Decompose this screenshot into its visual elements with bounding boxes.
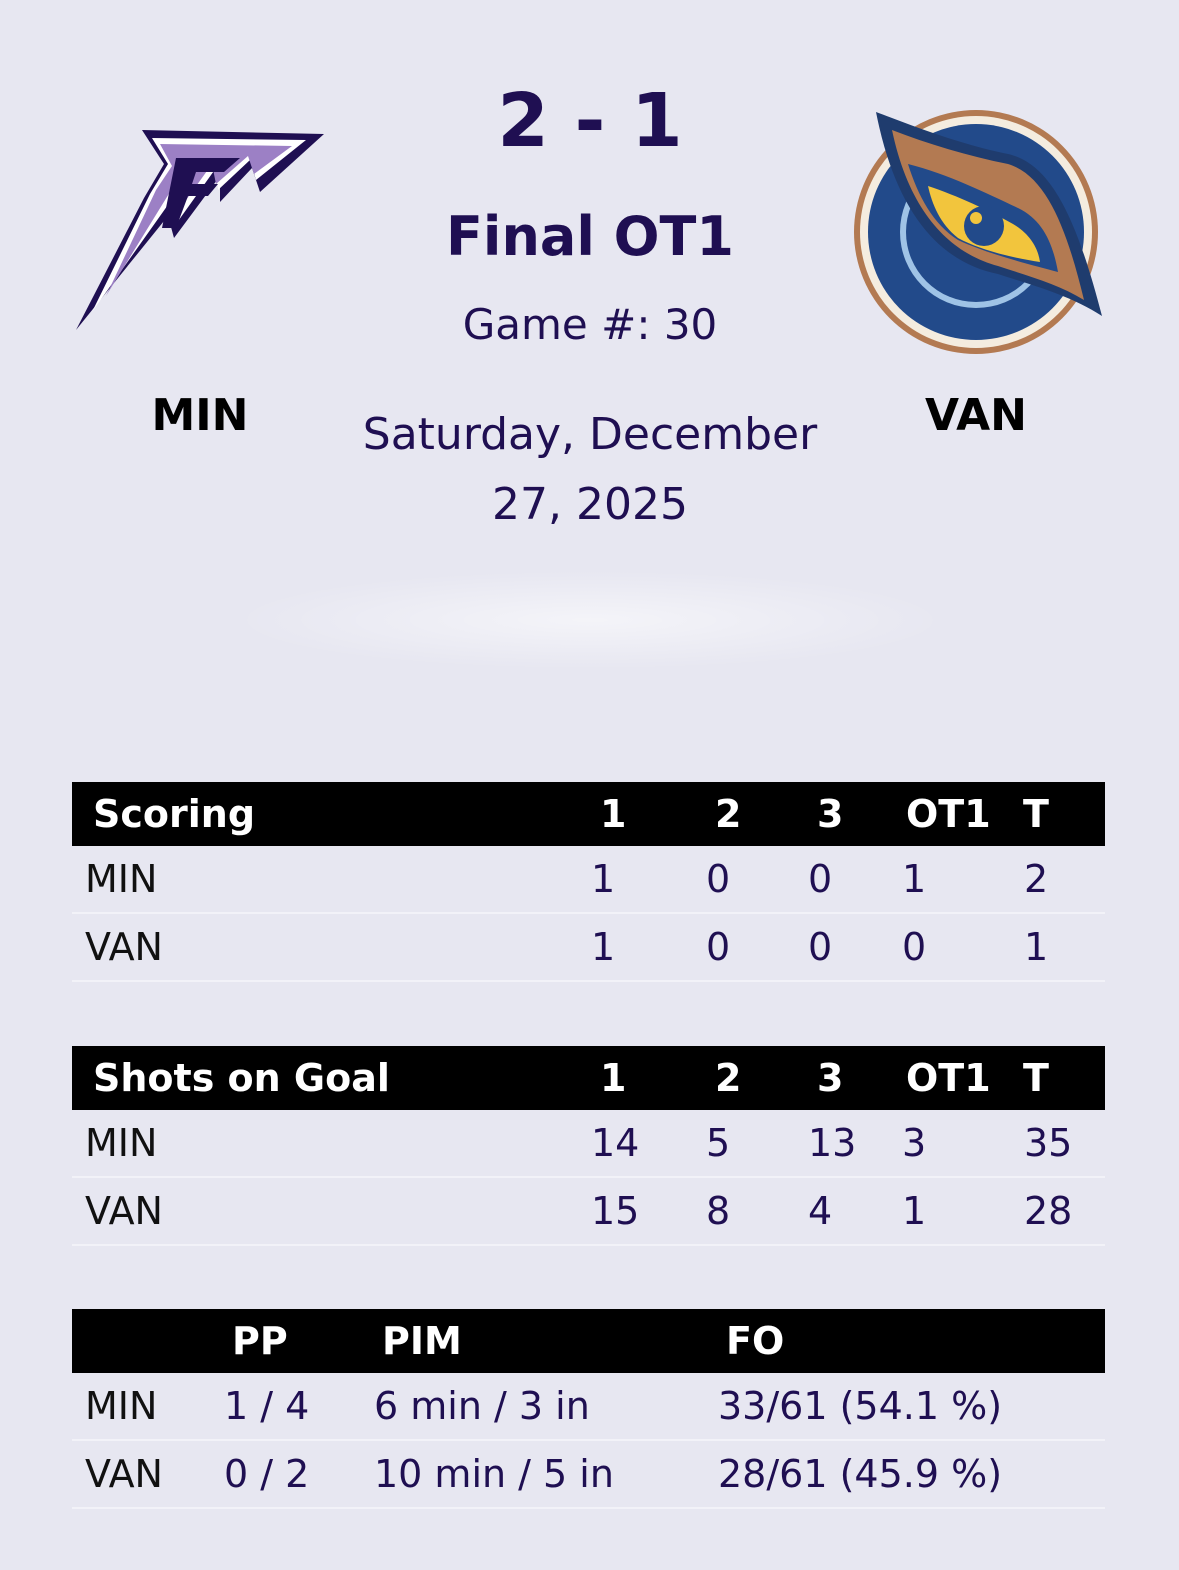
row-team: MIN [72, 1110, 588, 1177]
cell-period-1: 14 [588, 1110, 700, 1177]
cell-period-1: 15 [588, 1177, 700, 1245]
cell-total: 28 [1015, 1177, 1105, 1245]
special-teams-table [72, 1309, 1105, 1509]
shots-col-3: 3 [802, 1046, 902, 1110]
shots-header-row [72, 1046, 1105, 1110]
shots-col-ot1: OT1 [902, 1046, 1015, 1110]
scoring-col-total: T [1015, 782, 1105, 846]
owl-eye-logo-icon [848, 104, 1106, 356]
row-team: VAN [72, 913, 588, 981]
cell-period-2: 0 [700, 913, 802, 981]
cell-ot1: 1 [902, 1177, 1015, 1245]
cell-period-3: 0 [802, 846, 902, 913]
cell-period-2: 5 [700, 1110, 802, 1177]
cell-period-2: 0 [700, 846, 802, 913]
special-col-pim: PIM [364, 1309, 708, 1373]
table-row [72, 1110, 1105, 1177]
cell-pp: 0 / 2 [218, 1440, 364, 1508]
away-team-logo [848, 104, 1106, 356]
special-header-row [72, 1309, 1105, 1373]
home-team-abbr: MIN [151, 390, 249, 441]
scoring-col-3: 3 [802, 782, 902, 846]
shots-col-1: 1 [588, 1046, 700, 1110]
shots-col-2: 2 [700, 1046, 802, 1110]
game-status: Final OT1 [446, 205, 734, 268]
cell-pp: 1 / 4 [218, 1373, 364, 1440]
shots-on-goal-table [72, 1046, 1105, 1246]
cell-pim: 10 min / 5 in [364, 1440, 708, 1508]
cell-period-2: 8 [700, 1177, 802, 1245]
cell-ot1: 0 [902, 913, 1015, 981]
home-team-logo [72, 128, 332, 333]
game-number: Game #: 30 [462, 300, 718, 349]
scoring-col-2: 2 [700, 782, 802, 846]
row-team: VAN [72, 1440, 218, 1508]
scoring-table [72, 782, 1105, 982]
table-row [72, 913, 1105, 981]
cell-period-1: 1 [588, 846, 700, 913]
special-col-fo: FO [708, 1309, 1105, 1373]
cell-pim: 6 min / 3 in [364, 1373, 708, 1440]
away-team-abbr: VAN [925, 390, 1027, 441]
game-date: Saturday, December 27, 2025 [362, 409, 818, 530]
cell-period-1: 1 [588, 913, 700, 981]
cell-period-3: 0 [802, 913, 902, 981]
cell-total: 2 [1015, 846, 1105, 913]
table-row [72, 1373, 1105, 1440]
cell-fo: 33/61 (54.1 %) [708, 1373, 1105, 1440]
scoring-header-row [72, 782, 1105, 846]
table-row [72, 1440, 1105, 1508]
row-team: MIN [72, 1373, 218, 1440]
table-row [72, 846, 1105, 913]
table-row [72, 1177, 1105, 1245]
cell-ot1: 1 [902, 846, 1015, 913]
scoring-col-ot1: OT1 [902, 782, 1015, 846]
final-score: 2 - 1 [497, 78, 683, 164]
cell-total: 1 [1015, 913, 1105, 981]
scoring-col-1: 1 [588, 782, 700, 846]
cell-period-3: 4 [802, 1177, 902, 1245]
special-col-pp: PP [218, 1309, 364, 1373]
scoring-title: Scoring [72, 782, 588, 846]
lightning-f-logo-icon [72, 128, 332, 333]
row-team: MIN [72, 846, 588, 913]
cell-ot1: 3 [902, 1110, 1015, 1177]
row-team: VAN [72, 1177, 588, 1245]
shots-col-total: T [1015, 1046, 1105, 1110]
shots-title: Shots on Goal [72, 1046, 588, 1110]
cell-fo: 28/61 (45.9 %) [708, 1440, 1105, 1508]
cell-total: 35 [1015, 1110, 1105, 1177]
special-header-team [72, 1309, 218, 1373]
cell-period-3: 13 [802, 1110, 902, 1177]
background-smudge [230, 570, 950, 670]
